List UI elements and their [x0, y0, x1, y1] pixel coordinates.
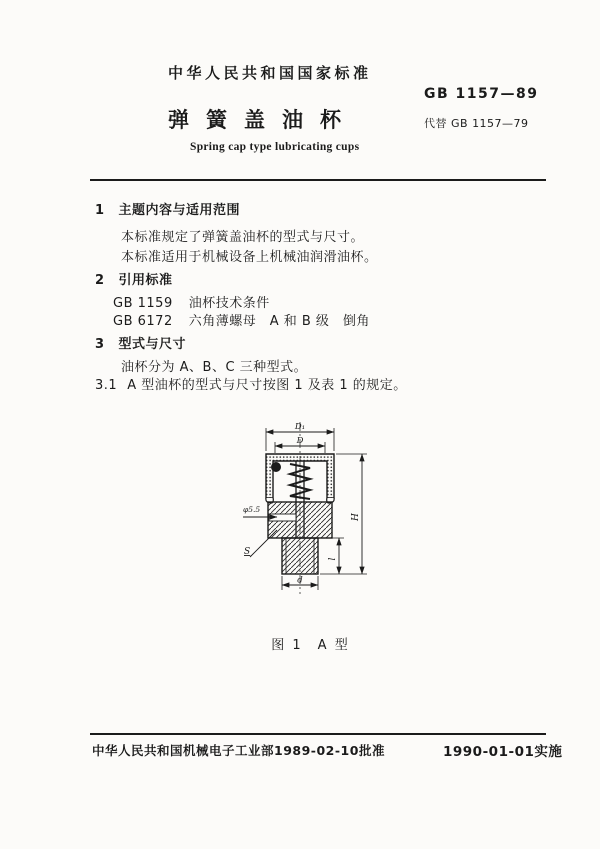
dia-label: φ5.5: [243, 505, 261, 514]
dim-h-label: H: [351, 513, 361, 521]
clause-3-1: [95, 374, 407, 393]
clause-3-1-text: A 型油杯的型式与尺寸按图 1 及表 1 的规定。: [127, 378, 407, 393]
reference-2-code: GB 6172: [113, 314, 173, 329]
section-3-number: 3: [95, 337, 105, 352]
section-1-paragraph-1: 本标准规定了弹簧盖油杯的型式与尺寸。: [121, 230, 365, 245]
section-2-number: 2: [95, 273, 105, 288]
document-title: 弹簧盖油杯: [168, 108, 358, 132]
reference-1-code: GB 1159: [113, 296, 173, 311]
s-leader: [250, 530, 277, 557]
figure-1-caption: 图 1 A 型: [271, 638, 350, 653]
dim-d2-label: d: [297, 575, 303, 586]
dim-d-label: D: [296, 436, 304, 446]
standard-number: GB 1157—89: [424, 86, 539, 102]
s-label: S: [244, 547, 251, 557]
dim-l-label: l: [328, 557, 338, 561]
section-1-paragraph-2: 本标准适用于机械设备上机械油润滑油杯。: [121, 250, 378, 265]
oil-hole-channel: [269, 514, 296, 521]
reference-2: [113, 310, 370, 329]
footer-approval: 中华人民共和国机械电子工业部1989-02-10批准: [92, 743, 385, 758]
section-3-title: 型式与尺寸: [118, 337, 187, 352]
clause-3-1-number: 3.1: [95, 378, 118, 393]
section-3-paragraph-1: 油杯分为 A、B、C 三种型式。: [121, 360, 308, 375]
standard-org-title: 中华人民共和国国家标准: [168, 64, 372, 82]
footer-implementation-date: 1990-01-01实施: [443, 744, 563, 760]
section-1-title: 主题内容与适用范围: [118, 203, 241, 218]
cap-section-blob: [271, 462, 281, 472]
section-1-heading: [95, 199, 240, 218]
replaces-note: 代替 GB 1157—79: [424, 117, 529, 130]
threaded-shank-section: [282, 538, 318, 574]
section-2-heading: [95, 269, 173, 288]
reference-1: [113, 292, 270, 311]
figure-1-drawing: [231, 418, 391, 598]
section-1-number: 1: [95, 203, 105, 218]
dim-d1-label: D₁: [294, 422, 306, 432]
reference-2-title: 六角薄螺母 A 和 B 级 倒角: [188, 314, 370, 329]
document-title-english: Spring cap type lubricating cups: [190, 141, 360, 153]
section-2-title: 引用标准: [118, 273, 173, 288]
footer-rule: [90, 733, 546, 735]
header-rule: [90, 179, 546, 181]
section-3-heading: [95, 333, 186, 352]
reference-1-title: 油杯技术条件: [188, 296, 270, 311]
